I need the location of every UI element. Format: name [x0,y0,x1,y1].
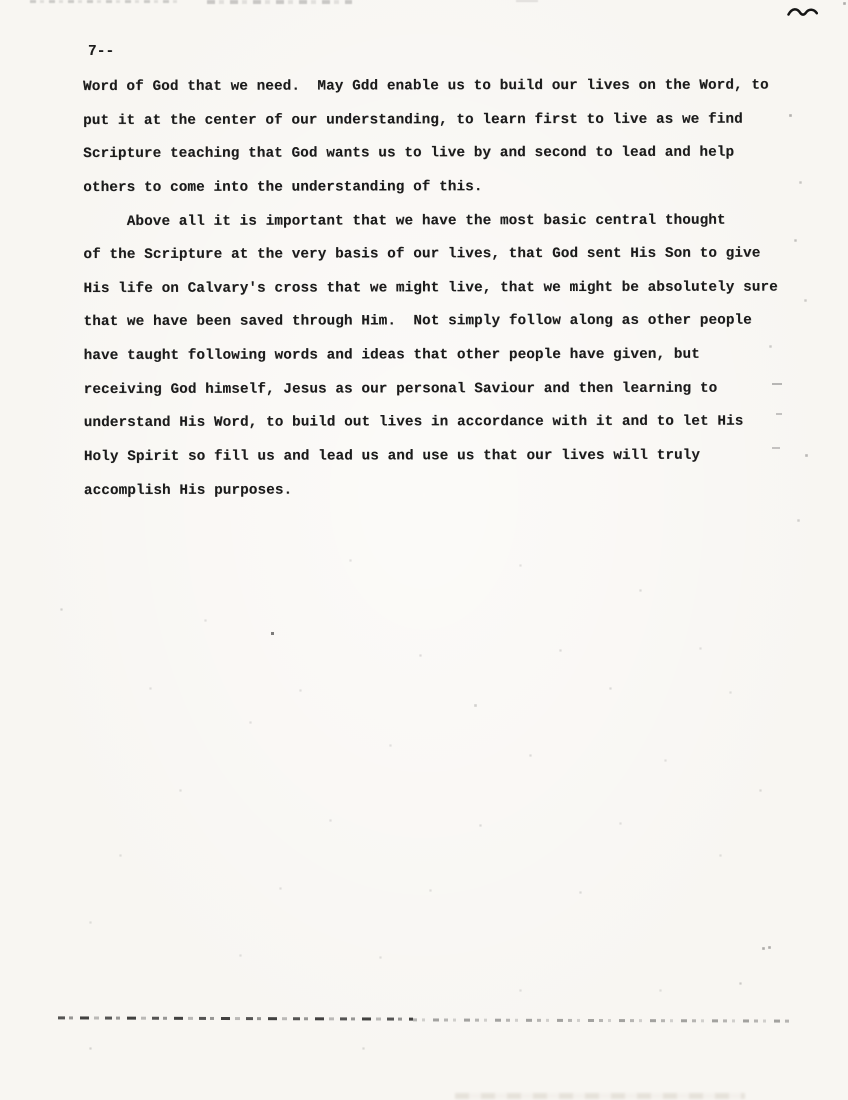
broken-dashed-line [413,1018,791,1022]
text-line: accomplish His purposes. [83,482,293,499]
margin-scan-mark [772,383,782,385]
text-line: Above all it is important that we have the most basic central thought [83,212,726,230]
margin-scan-mark [772,447,780,449]
margin-scan-mark [776,413,782,415]
top-edge-smudge [516,0,538,2]
document-text [83,70,794,509]
text-line: put it at the center of our understanding, to learn first to live as we find [83,111,743,129]
text-line: Word of God that we need. May Gdd enable us to build our lives on the Word, to [83,77,769,95]
ink-squiggle-mark [787,6,818,19]
text-line: His life on Calvary's cross that we might live, that we might be absolutely sure [83,279,778,297]
text-line: of the Scripture at the very basis of our lives, that God sent His Son to give [83,245,761,264]
text-line: understand His Word, to build out lives in accordance with it and to let His [83,414,744,432]
text-line: receiving God himself, Jesus as our personal Saviour and then learning to [83,380,718,398]
page-number: 7-- [88,44,115,60]
bottom-edge-smudge [455,1093,745,1099]
text-line: have taught following words and ideas that other people have given, but [83,346,700,365]
scan-noise-specks [0,0,1,1]
text-line: Holy Spirit so fill us and lead us and use us that our lives will truly [83,447,701,466]
top-edge-smudge [30,0,178,3]
text-line: others to come into the understanding of this. [83,179,483,196]
text-line: Scripture teaching that God wants us to live by and second to lead and help [83,144,735,163]
text-line: that we have been saved through Him. Not simply follow along as other people [83,313,752,331]
broken-dashed-line [58,1016,413,1020]
top-edge-smudge [207,0,352,4]
